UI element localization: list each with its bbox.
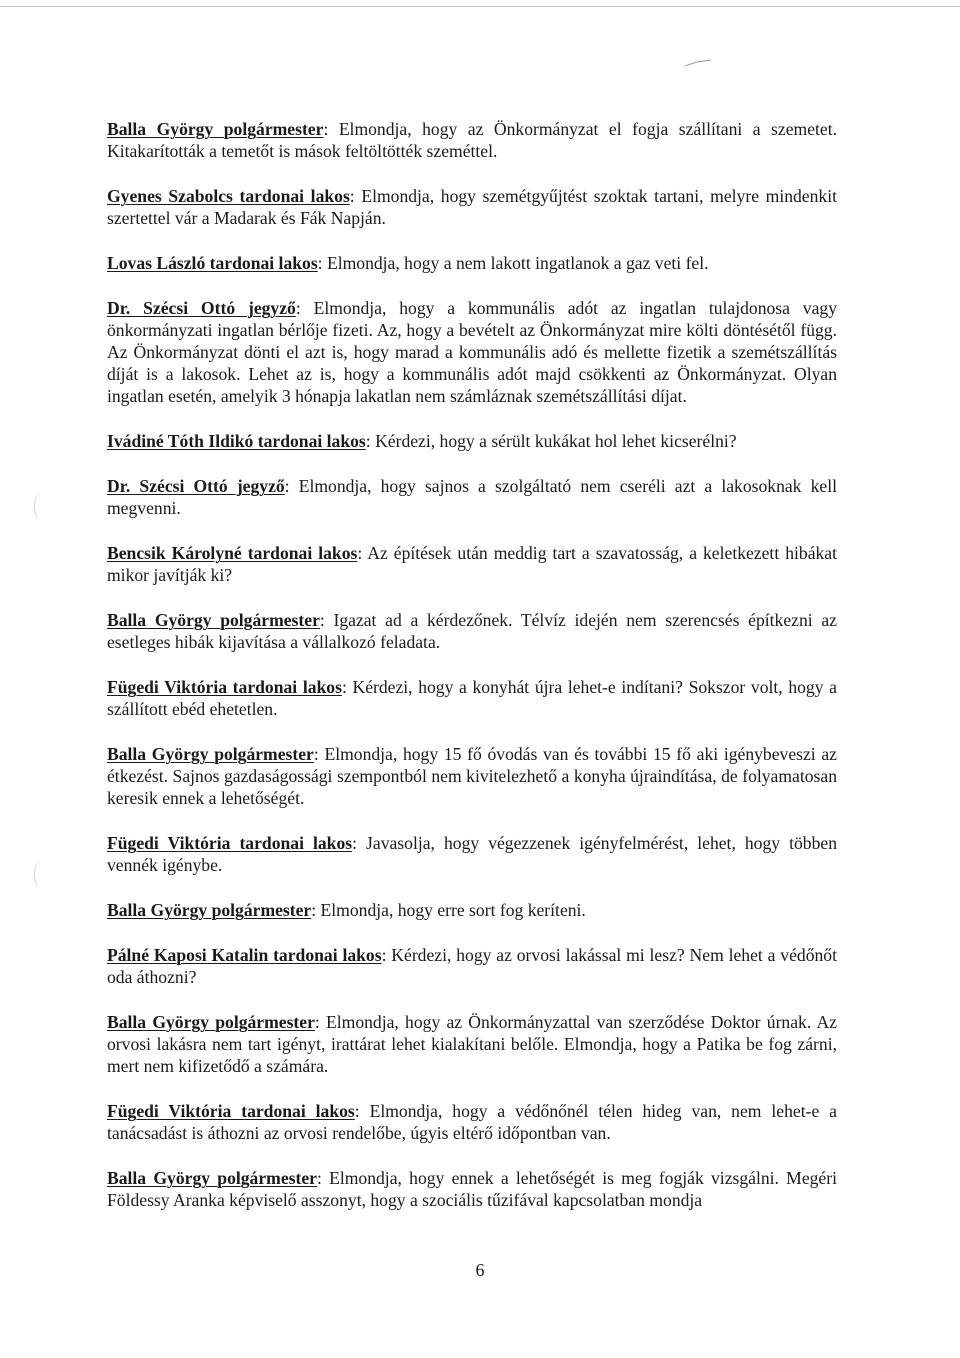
- speaker-name: Pálné Kaposi Katalin tardonai lakos: [107, 945, 382, 965]
- entry-text: : Elmondja, hogy 15 fő óvodás van és további 15 fő aki igénybeveszi az étkezést. Sajnos gazdaságossági szempontból nem kivitelezhető a konyha újraindítása, de folyamatosan keresik ennek a lehetőségét.: [107, 744, 837, 808]
- minutes-entry: [107, 430, 837, 452]
- entry-text: : Az építések után meddig tart a szavatosság, a keletkezett hibákat mikor javítják ki?: [107, 543, 837, 585]
- entry-text: : Elmondja, hogy az Önkormányzattal van szerződése Doktor úrnak. Az orvosi lakásra nem tart igényt, irattárat lehet kialakítani belőle. Elmondja, hogy a Patika be fog zárni, mert nem kifizetődő a számára.: [107, 1012, 837, 1076]
- punch-hole-mark: [34, 492, 49, 520]
- minutes-entry: [107, 944, 837, 988]
- pen-mark-icon: [683, 58, 713, 68]
- speaker-name: Balla György polgármester: [107, 744, 314, 764]
- speaker-name: Dr. Szécsi Ottó jegyző: [107, 476, 285, 496]
- minutes-entry: [107, 676, 837, 720]
- entry-text: : Kérdezi, hogy a sérült kukákat hol lehet kicserélni?: [365, 431, 737, 451]
- speaker-name: Ivádiné Tóth Ildikó tardonai lakos: [107, 431, 366, 451]
- scan-top-edge: [0, 6, 960, 7]
- speaker-name: Gyenes Szabolcs tardonai lakos: [107, 186, 350, 206]
- speaker-name: Balla György polgármester: [107, 1168, 317, 1188]
- minutes-entry: [107, 542, 837, 586]
- entry-text: : Javasolja, hogy végezzenek igényfelmérést, lehet, hogy többen vennék igénybe.: [107, 833, 837, 875]
- speaker-name: Balla György polgármester: [107, 1012, 315, 1032]
- minutes-entry: [107, 899, 837, 921]
- minutes-entry: [107, 609, 837, 653]
- entry-text: : Kérdezi, hogy az orvosi lakással mi lesz? Nem lehet a védőnőt oda áthozni?: [107, 945, 837, 987]
- speaker-name: Dr. Szécsi Ottó jegyző: [107, 298, 296, 318]
- minutes-entry: [107, 297, 837, 407]
- speaker-name: Balla György polgármester: [107, 119, 324, 139]
- speaker-name: Bencsik Károlyné tardonai lakos: [107, 543, 358, 563]
- entry-text: : Elmondja, hogy szemétgyűjtést szoktak tartani, melyre mindenkit szertettel vár a Madarak és Fák Napján.: [107, 186, 837, 228]
- minutes-entry: [107, 118, 837, 162]
- minutes-entry: [107, 1011, 837, 1077]
- minutes-entry: [107, 743, 837, 809]
- entry-text: : Elmondja, hogy a kommunális adót az ingatlan tulajdonosa vagy önkormányzati ingatlan bérlője fizeti. Az, hogy a bevételt az Önkormányzat mire költi döntésétől függ. Az Önkormányzat dönti el azt is, hogy marad a kommunális adó és mellette fizetik a szemétszállítás díját is a lakosok. Lehet az is, hogy a kommunális adót majd csökkenti az Önkormányzat. Olyan ingatlan esetén, amelyik 3 hónapja lakatlan nem számláznak szemétszállítási díjat.: [107, 298, 837, 406]
- entry-text: : Igazat ad a kérdezőnek. Télvíz idején nem szerencsés építkezni az esetleges hibák kijavítása a vállalkozó feladata.: [107, 610, 837, 652]
- speaker-name: Fügedi Viktória tardonai lakos: [107, 1101, 355, 1121]
- entry-text: : Kérdezi, hogy a konyhát újra lehet-e indítani? Sokszor volt, hogy a szállított ebéd ehetetlen.: [107, 677, 837, 719]
- speaker-name: Balla György polgármester: [107, 610, 320, 630]
- minutes-entry: [107, 252, 837, 274]
- minutes-entry: [107, 1100, 837, 1144]
- minutes-entry: [107, 475, 837, 519]
- speaker-name: Lovas László tardonai lakos: [107, 253, 318, 273]
- entry-text: : Elmondja, hogy sajnos a szolgáltató nem cseréli azt a lakosoknak kell megvenni.: [107, 476, 837, 518]
- speaker-name: Balla György polgármester: [107, 900, 312, 920]
- minutes-entry: [107, 1167, 837, 1211]
- entry-text: : Elmondja, hogy az Önkormányzat el fogja szállítani a szemetet. Kitakarították a temetőt is mások feltöltötték szeméttel.: [107, 119, 837, 161]
- punch-hole-mark: [34, 860, 49, 888]
- entry-text: : Elmondja, hogy erre sort fog keríteni.: [311, 900, 586, 920]
- entry-text: : Elmondja, hogy a nem lakott ingatlanok a gaz veti fel.: [317, 253, 709, 273]
- entry-text: : Elmondja, hogy a védőnőnél télen hideg van, nem lehet-e a tanácsadást is áthozni az orvosi rendelőbe, úgyis eltérő időpontban van.: [107, 1101, 837, 1143]
- minutes-page: [107, 118, 837, 1229]
- speaker-name: Fügedi Viktória tardonai lakos: [107, 833, 353, 853]
- entry-text: : Elmondja, hogy ennek a lehetőségét is meg fogják vizsgálni. Megéri Földessy Aranka képviselő asszonyt, hogy a szociális tűzifával kapcsolatban mondja: [107, 1168, 837, 1210]
- page-number: 6: [475, 1260, 485, 1280]
- minutes-entry: [107, 832, 837, 876]
- minutes-entry: [107, 185, 837, 229]
- speaker-name: Fügedi Viktória tardonai lakos: [107, 677, 342, 697]
